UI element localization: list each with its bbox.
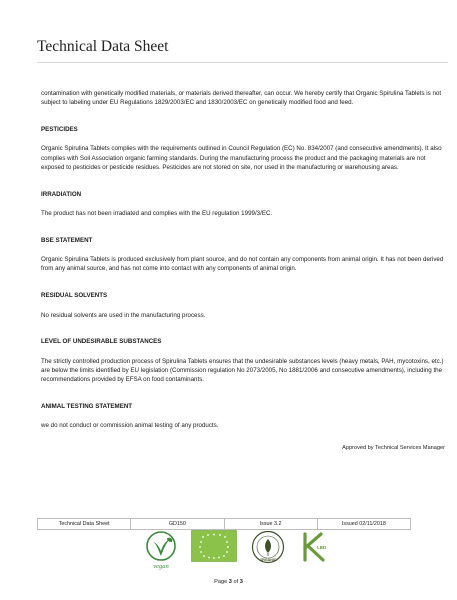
eu-organic-leaf-logo-icon <box>191 530 237 562</box>
page-total: 3 <box>239 579 243 585</box>
page-title: Technical Data Sheet <box>37 38 169 55</box>
section-heading-irradiation: IRRADIATION <box>41 190 82 198</box>
page-current: 3 <box>228 579 232 585</box>
page-number <box>0 579 457 585</box>
section-body-irradiation: The product has not been irradiated and complies with the EU regulation 1999/3/EC. <box>41 210 273 218</box>
approval-note: Approved by Technical Services Manager <box>342 445 445 451</box>
section-heading-animal-testing: ANIMAL TESTING STATEMENT <box>41 403 133 411</box>
section-body-animal-testing: we do not conduct or commission animal testing of any products. <box>41 422 219 430</box>
section-heading-undesirable-substances: LEVEL OF UNDESIRABLE SUBSTANCES <box>41 338 162 346</box>
section-body-bse: Organic Spirulina Tablets is produced exclusively from plant source, and do not contain any components from animal origin. It has not been derived from any animal source, and has not come into contact with any components of animal origin. <box>41 256 444 273</box>
section-heading-residual-solvents: RESIDUAL SOLVENTS <box>41 292 108 300</box>
document-body <box>41 89 446 431</box>
section-heading-pesticides: PESTICIDES <box>41 126 78 134</box>
section-body-pesticides: Organic Spirulina Tablets complies with the requirements outlined in Council Regulation (EC) No. 834/2007 (and consecutive amendments). It also complies with Soil Association organic farming standards. During the manufacturing process the product and the packaging materials are not exposed to pesticides or pesticide residues. Pesticides are not stored on site, nor used in the manufacturing or warehousing areas. <box>41 145 442 171</box>
lbd-logo-text: LBD <box>317 545 327 550</box>
vegan-society-logo-icon <box>145 530 177 570</box>
footer-issued-date: Issued 02/11/2018 <box>341 521 386 527</box>
vegan-logo-text: vegan <box>153 563 169 570</box>
lbd-k-logo-icon <box>299 530 329 564</box>
footer-code: GD150 <box>131 519 224 529</box>
intro-paragraph: contamination with genetically modified materials, or materials derived thereafter, can occur. We hereby certify that Organic Spirulina Tablets is not subject to labeling under EU Regulations 1829/2003/EC and 1830/2003/EC on genetically modified food and feed. <box>41 90 442 107</box>
footer-issue: Issue 3.2 <box>225 519 318 529</box>
page-of: of <box>231 579 240 585</box>
header-divider <box>37 62 448 63</box>
footer-doc-name: Technical Data Sheet <box>38 519 131 529</box>
footer-table <box>37 518 411 530</box>
section-body-residual-solvents: No residual solvents are used in the manufacturing process. <box>41 311 206 319</box>
section-heading-bse: BSE STATEMENT <box>41 236 93 244</box>
soil-association-organic-logo-icon <box>251 530 285 564</box>
soil-association-logo-text: ORGANIC <box>259 558 277 562</box>
certification-logos <box>145 530 329 570</box>
section-body-undesirable-substances: The strictly controlled production process of Spirulina Tablets ensures that the undesirable substances levels (heavy metals, PAH, mycotoxins, etc.) are below the limits identified by EU legislation (Commission regulation No 2073/2005, No 1881/2006 and consecutive amendments), including the recommendations provided by EFSA on food contaminants. <box>41 357 444 384</box>
page-prefix: Page <box>214 579 229 585</box>
